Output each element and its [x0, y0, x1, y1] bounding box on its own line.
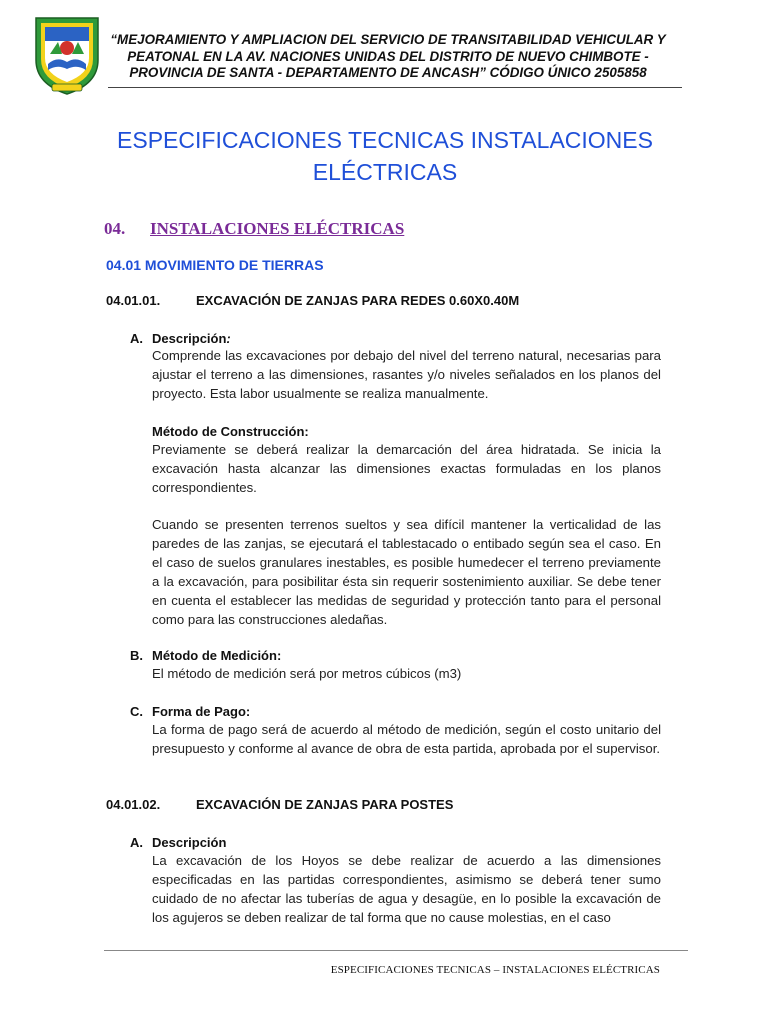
item-code: 04.01.02.	[106, 797, 161, 812]
part-c-text: La forma de pago será de acuerdo al método de medición, según el costo unitario del presupuesto y conforme al avance de obra de esta partida, aprobada por el supervisor.	[152, 722, 661, 756]
item-heading-040102	[106, 797, 453, 812]
page-title	[80, 124, 690, 188]
part-a-label-2: A. Descripción	[130, 835, 227, 850]
header-line-2: PEATONAL EN LA AV. NACIONES UNIDAS DEL DISTRITO DE NUEVO CHIMBOTE -	[127, 48, 649, 64]
footer-divider	[104, 950, 688, 951]
header-line-3: PROVINCIA DE SANTA - DEPARTAMENTO DE ANCASH” CÓDIGO ÚNICO 2505858	[129, 65, 647, 80]
municipal-crest-icon	[30, 14, 104, 96]
section-number: 04.	[104, 219, 126, 238]
metodo-construccion-text-1: Previamente se deberá realizar la demarcación del área hidratada. Se inicia la excavación hasta alcanzar las dimensiones exactas formuladas en los planos correspondientes.	[152, 442, 661, 495]
project-header	[108, 32, 668, 82]
item-title: EXCAVACIÓN DE ZANJAS PARA POSTES	[196, 797, 454, 812]
part-b-label: B. Método de Medición:	[130, 648, 282, 663]
page-footer: ESPECIFICACIONES TECNICAS – INSTALACIONES ELÉCTRICAS	[330, 964, 660, 976]
item-code: 04.01.01.	[106, 293, 161, 308]
part-a-description: Comprende las excavaciones por debajo del nivel del terreno natural, necesarias para ajustar el terreno a las dimensiones, rasantes y/o niveles señalados en los planos del proyecto. Esta labor usualmente se realiza manualmente.	[152, 348, 661, 401]
metodo-construccion-text-2: Cuando se presenten terrenos sueltos y sea difícil mantener la verticalidad de las paredes de las zanjas, se ejecutará el tablestacado o entibado según sea el caso. En el caso de suelos granulares inestables, es posible humedecer el terreno previamente a la excavación, para posibilitar ésta sin requerir sostenimiento auxiliar. Se debe tener en cuenta el establecer las medidas de seguridad y protección tanto para el personal como para las construcciones aledañas.	[152, 517, 661, 627]
item-heading-040101	[106, 293, 519, 308]
subsection-heading: 04.01 MOVIMIENTO DE TIERRAS	[106, 257, 324, 273]
page-title-line-1: ESPECIFICACIONES TECNICAS INSTALACIONES	[117, 127, 653, 153]
part-c-label: C. Forma de Pago:	[130, 704, 251, 719]
item-title: EXCAVACIÓN DE ZANJAS PARA REDES 0.60X0.40M	[196, 293, 520, 308]
section-title: INSTALACIONES ELÉCTRICAS	[150, 219, 405, 238]
page-title-line-2: ELÉCTRICAS	[312, 159, 458, 185]
header-divider	[108, 87, 682, 88]
section-heading	[104, 219, 404, 239]
part-a-description-2: La excavación de los Hoyos se debe realizar de acuerdo a las dimensiones especificadas en las partidas correspondientes, asimismo se deberá tener sumo cuidado de no afectar las tuberías de agua y desagüe, en lo posible la excavación de los agujeros se deben realizar de tal forma que no cause molestias, en el caso	[152, 853, 661, 925]
part-a-label: A. Descripción:	[130, 331, 231, 346]
header-line-1: “MEJORAMIENTO Y AMPLIACION DEL SERVICIO DE TRANSITABILIDAD VEHICULAR Y	[110, 32, 666, 47]
metodo-construccion-label: Método de Construcción:	[152, 424, 309, 439]
part-b-text: El método de medición será por metros cúbicos (m3)	[152, 666, 462, 681]
